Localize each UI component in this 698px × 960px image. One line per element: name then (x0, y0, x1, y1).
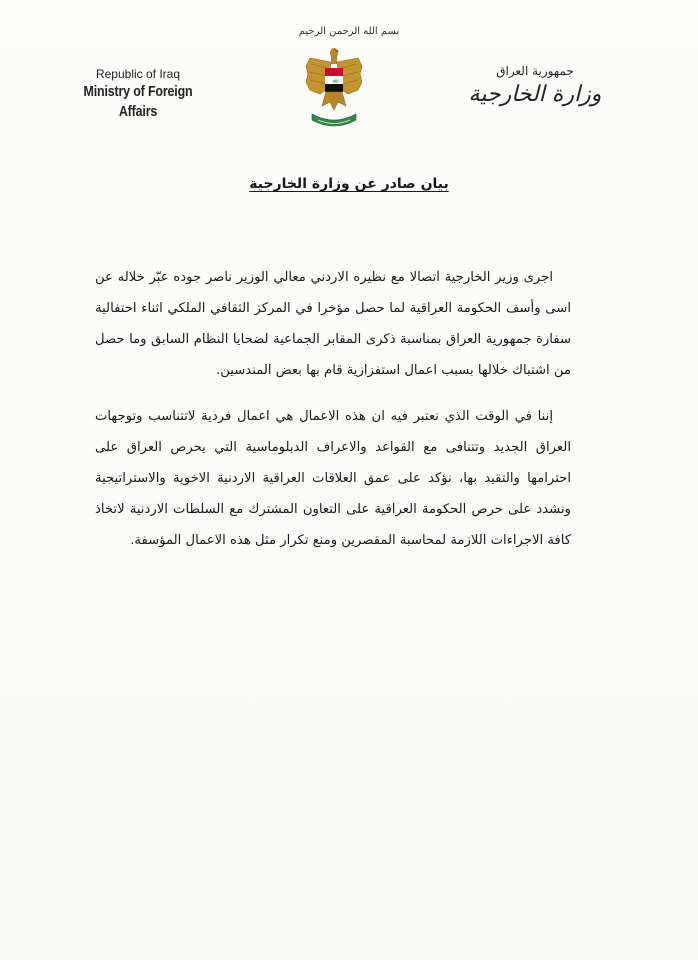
statement-title-text: بيان صادر عن وزارة الخارجية (249, 176, 449, 192)
svg-text:ﷲ: ﷲ (332, 78, 336, 85)
english-letterhead (58, 66, 218, 122)
statement-body (95, 262, 571, 556)
english-republic-label: Republic of Iraq (95, 67, 181, 81)
basmala-text: بسم الله الرحمن الرحيم (298, 26, 400, 37)
statement-paragraph-2: إننا في الوقت الذي نعتبر فيه ان هذه الاعمال هي اعمال فردية لاتتناسب وتوجهات العراق الجديد وتتنافى مع القواعد والاعراف الدبلوماسية التي يحرص العراق على احترامها والتقيد بها، نؤكد على عمق العلاقات العراقية الاردنية الاخوية والاستراتيجية ونشدد على حرص الحكومة العراقية على التعاون المشترك مع السلطات الاردنية لاتخاذ كافة الاجراءات اللازمة لمحاسبة المقصرين ومنع تكرار مثل هذه الاعمال المؤسفة. (95, 409, 571, 548)
english-ministry-label: Ministry of Foreign Affairs (83, 84, 193, 120)
iraq-eagle-emblem-icon (304, 44, 364, 134)
statement-paragraph-1: اجرى وزير الخارجية اتصالا مع نظيره الاردني معالي الوزير ناصر جوده عبّر خلاله عن اسى وأسف الحكومة العراقية لما حصل مؤخرا في المركز الثقافي الملكي اثناء احتفالية سفارة جمهورية العراق بمناسبة ذكرى المقابر الجماعية لضحايا النظام السابق وما حصل من اشتباك خلالها بسبب اعمال استفزازية قام بها بعض المندسين. (95, 270, 571, 378)
statement-title (0, 176, 698, 192)
arabic-ministry-label: وزارة الخارجية (468, 82, 602, 107)
arabic-letterhead (450, 62, 620, 110)
arabic-republic-label: جمهورية العراق (496, 64, 574, 78)
